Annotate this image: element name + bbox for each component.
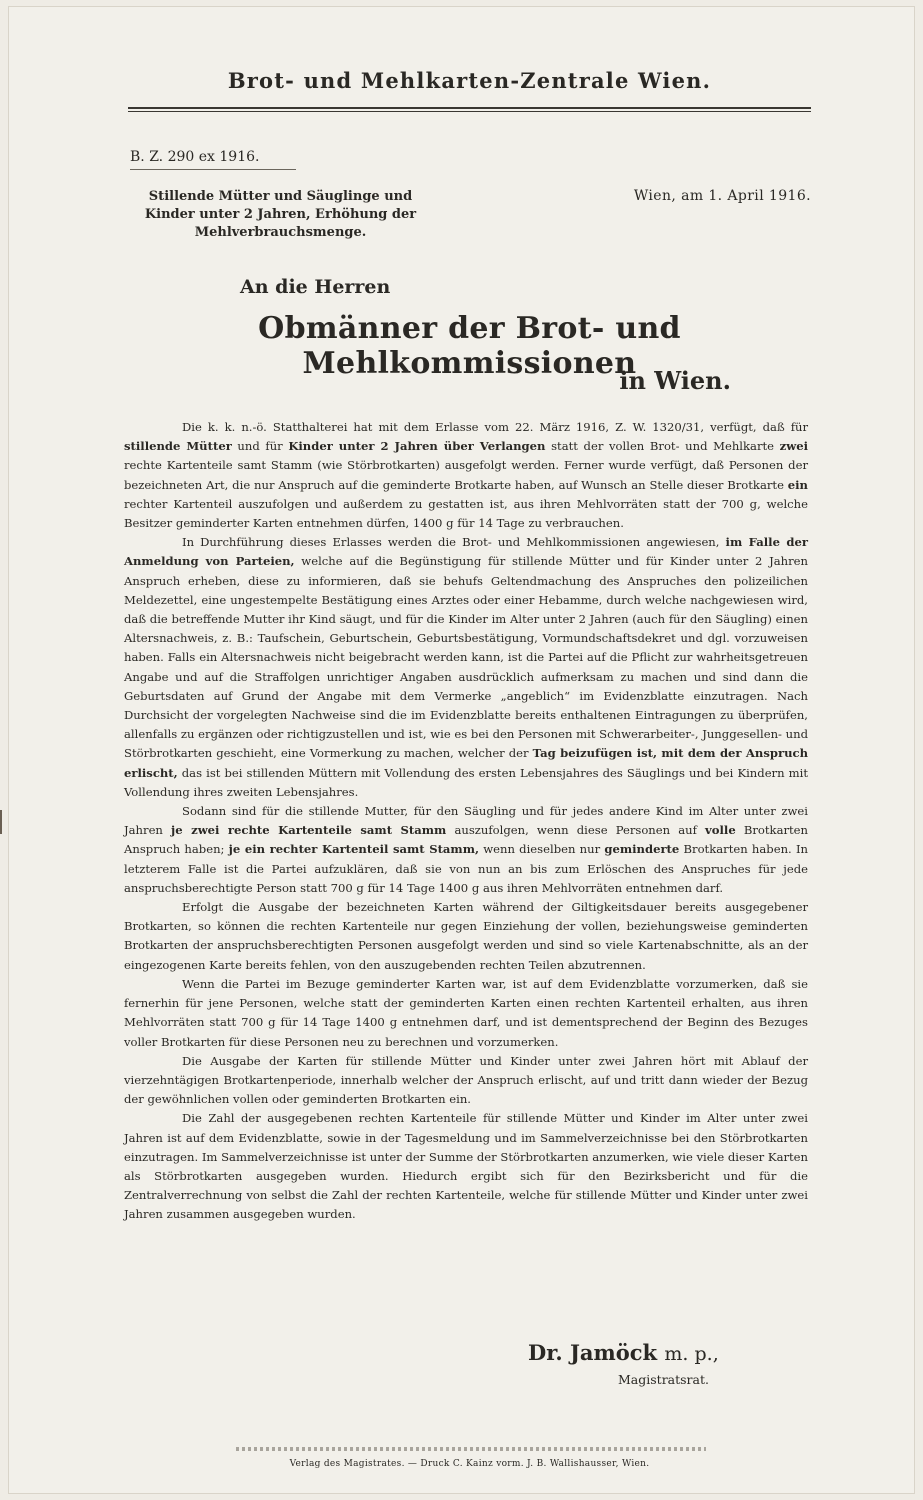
emphasis: stillende Mütter [124,439,232,454]
signature-title: Magistratsrat. [618,1372,709,1387]
text-run: Brotkarten haben. In letzterem Falle ist die Partei aufzuklären, daß sie von nun an bis zum Erlöschen des Anspruches für jede anspruchsberechtigte Person statt 700 g für 14 Tage 1400 g aus ihren Mehlvorräten entnehmen darf. [124,842,808,895]
footer-rule [236,1447,706,1451]
signature-suffix: m. p., [664,1343,719,1365]
emphasis: Tag beizufügen ist, mit dem der Anspruch erlischt, [124,746,809,780]
emphasis: Kinder unter 2 Jahren über Verlangen [288,439,546,454]
paragraph-1 [124,418,808,533]
text-run: das ist bei stillenden Müttern mit Vollendung des ersten Lebensjahres des Säuglings und bei Kindern mit Vollendung ihres zweiten Lebensjahres. [124,765,808,799]
dateline: Wien, am 1. April 1916. [633,188,811,204]
text-run: statt der vollen Brot- und Mehlkarte [545,439,780,454]
text-run: rechter Kartenteil auszufolgen und außerdem zu gestatten ist, aus ihren Mehlvorräten statt der 700 g, welche Besitzer geminderter Karten entnehmen dürfen, 1400 g für 14 Tage zu verbrauchen. [124,496,808,531]
emphasis: zwei [779,439,808,454]
text-run: welche auf die Begünstigung für stillende Mütter und für Kinder unter 2 Jahren Anspruch erheben, diese zu informieren, daß sie behufs Geltendmachung des Anspruches den polizeilichen Meldezettel, eine ungestempelte Bestätigung eines Arztes oder einer Hebamme, durch welche nachgewiesen wird, daß die betreffende Mutter ihr Kind säugt, und für die Kinder im Alter unter 2 Jahren (auch für den Säugling) einen Altersnachweis, z. B.: Taufschein, Geburtschein, Geburtsbestätigung, Vormundschaftsdekret und dgl. vorzuweisen haben. Falls ein Altersnachweis nicht beigebracht werden kann, ist die Partei auf die Pflicht zur wahrheitsgetreuen Angabe und auf die Straffolgen unrichtiger Angaben ausdrücklich aufmerksam zu machen und sind dann die Geburtsdaten auf Grund der Angabe mit dem Vermerke „angeblich“ im Evidenzblatte einzutragen. Nach Durchsicht der vorgelegten Nachweise sind die im Evidenzblatte bereits enthaltenen Eintragungen zu überprüfen, allenfalls zu ergänzen oder richtigzustellen und ist, wie es bei den Personen mit Schwerarbeiter-, Junggesellen- und Störbrotkarten geschieht, eine Vormerkung zu machen, welcher der [124,554,808,761]
emphasis: im Falle der Anmeldung von Parteien, [124,535,808,569]
text-run: rechte Kartenteile samt Stamm (wie Störbrotkarten) ausgefolgt werden. Ferner wurde verfügt, daß Personen der bezeichneten Art, die nur Anspruch auf die geminderte Brotkarte haben, auf Wunsch an Stelle dieser Brotkarte [124,458,808,492]
paragraph-3 [124,802,808,898]
masthead-rule [128,107,811,109]
emphasis: volle [705,823,736,838]
text-run: auszufolgen, wenn diese Personen auf [446,823,706,838]
emphasis: je zwei rechte Kartenteile samt Stamm [171,823,447,838]
text-run: Brotkarten Anspruch haben; [124,823,809,857]
emphasis: ein [787,477,808,492]
edge-mark [0,810,2,834]
text-run: In Durchführung dieses Erlasses werden die Brot- und Mehlkommissionen angewiesen, [182,535,726,550]
signature [528,1340,808,1365]
document-page [8,6,915,1494]
letter-body [124,418,808,1225]
paragraph-4: Erfolgt die Ausgabe der bezeichneten Karten während der Giltigkeitsdauer bereits ausgegebener Brotkarten, so können die rechten Kartenteile nur gegen Einziehung der vollen, beziehungsweise geminderten Brotkarten der anspruchsberechtigten Personen ausgefolgt werden und sind so viele Kartenabschnitte, als an der eingezogenen Karte bereits fehlen, von den auszugebenden rechten Teilen abzutrennen. [124,900,808,972]
document-title-city: in Wien. [619,366,731,395]
text-run: wenn dieselben nur [479,842,605,857]
paragraph-2 [124,533,808,802]
printer-imprint: Verlag des Magistrates. — Druck C. Kainz vorm. J. B. Wallishausser, Wien. [289,1459,650,1469]
text-run: und für [231,439,289,454]
masthead: Brot- und Mehlkarten-Zentrale Wien. [227,68,712,93]
subject-heading: Stillende Mütter und Säuglinge und Kinder unter 2 Jahren, Erhöhung der Mehlverbrauchsmenge. [144,189,417,240]
salutation: An die Herren [240,276,391,298]
emphasis: je ein rechter Kartenteil samt Stamm, [228,842,480,857]
signature-name: Dr. Jamöck [528,1340,658,1365]
emphasis: geminderte [604,842,680,857]
text-run: Sodann sind für die stillende Mutter, für den Säugling und für jedes andere Kind im Alter unter zwei Jahren [124,804,808,838]
masthead-rule-thin [128,111,811,112]
paragraph-7: Die Zahl der ausgegebenen rechten Kartenteile für stillende Mütter und Kinder im Alter unter zwei Jahren ist auf dem Evidenzblatte, sowie in der Tagesmeldung und im Sammelverzeichnisse bei den Störbrotkarten einzutragen. Im Sammelverzeichnisse ist unter der Summe der Störbrotkarten anzumerken, wie viele dieser Karten als Störbrotkarten ausgegeben wurden. Hiedurch ergibt sich für den Bezirksbericht und für die Zentralverrechnung von selbst die Zahl der rechten Kartenteile, welche für stillende Mütter und Kinder unter zwei Jahren zusammen ausgegeben wurden. [124,1111,809,1222]
reference-number: B. Z. 290 ex 1916. [130,149,296,170]
text-run: Die k. k. n.-ö. Statthalterei hat mit dem Erlasse vom 22. März 1916, Z. W. 1320/31, verfügt, daß für [182,420,808,434]
paragraph-6: Die Ausgabe der Karten für stillende Mütter und Kinder unter zwei Jahren hört mit Ablauf der vierzehntägigen Brotkartenperiode, innerhalb welcher der Anspruch erlischt, auf und tritt dann wieder der Bezug der gewöhnlichen vollen oder geminderten Brotkarten ein. [124,1053,808,1107]
document-title: Obmänner der Brot- und Mehlkommissionen [258,311,681,381]
paragraph-5: Wenn die Partei im Bezuge geminderter Karten war, ist auf dem Evidenzblatte vorzumerken, daß sie fernerhin für jene Personen, welche statt der geminderten Karten einen rechten Kartenteil erhalten, aus ihren Mehlvorräten statt 700 g für 14 Tage 1400 g entnehmen darf, und ist dementsprechend der Beginn des Bezuges voller Brotkarten für diese Personen neu zu berechnen und vorzumerken. [124,976,808,1049]
